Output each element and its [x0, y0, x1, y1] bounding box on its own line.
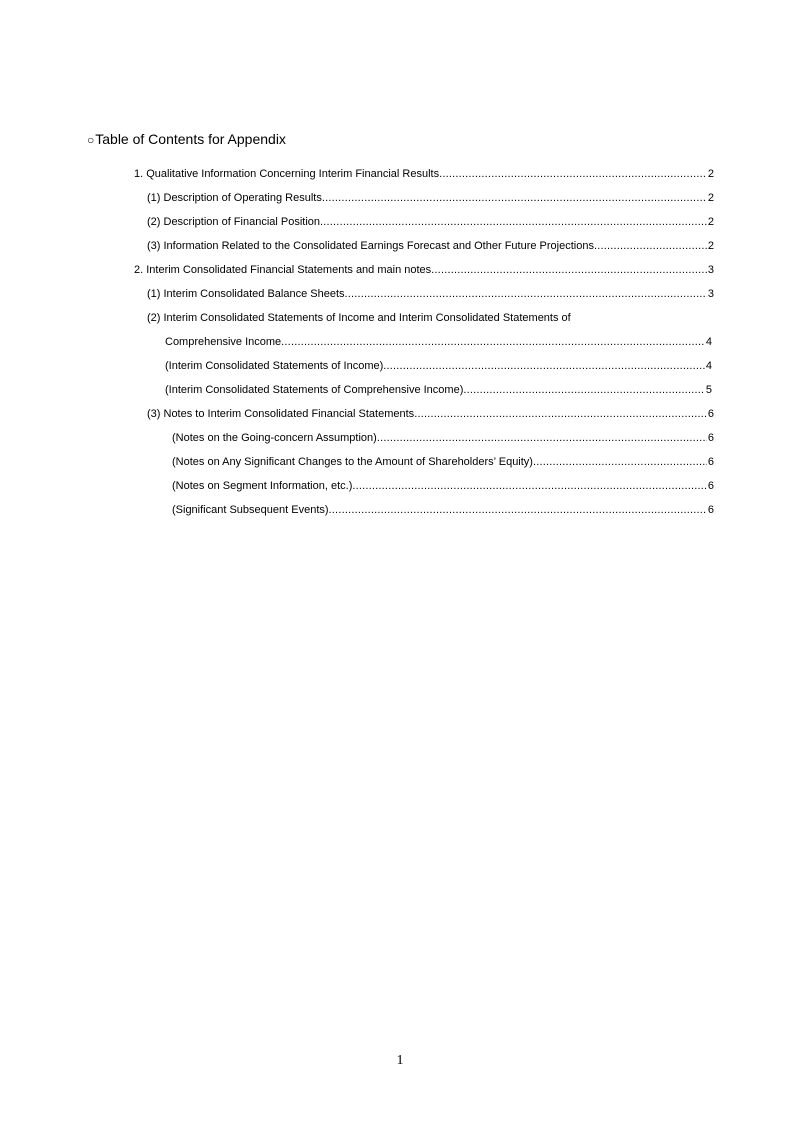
- toc-entry-label: (Notes on the Going-concern Assumption): [172, 432, 377, 444]
- toc-entry-page: 6: [707, 432, 714, 444]
- toc-entry-2[interactable]: [134, 262, 714, 278]
- dot-leader: [414, 406, 707, 422]
- toc-entry-label: (1) Interim Consolidated Balance Sheets: [147, 288, 345, 300]
- dot-leader: [320, 214, 707, 230]
- toc-entry-2-2-a[interactable]: [165, 358, 712, 374]
- toc-title: Table of Contents for Appendix: [95, 131, 286, 147]
- toc-entry-page: 6: [707, 504, 714, 516]
- toc-entry-2-3-d[interactable]: [172, 502, 714, 518]
- toc-entry-page: 3: [707, 264, 714, 276]
- dot-leader: [439, 166, 707, 182]
- toc-entry-2-3-a[interactable]: [172, 430, 714, 446]
- toc-entry-page: 2: [707, 216, 714, 228]
- dot-leader: [383, 358, 705, 374]
- toc-entry-2-2[interactable]: [147, 310, 571, 326]
- dot-leader: [533, 454, 707, 470]
- dot-leader: [329, 502, 707, 518]
- toc-entry-1-2[interactable]: [147, 214, 714, 230]
- toc-entry-2-2-b[interactable]: [165, 382, 712, 398]
- toc-entry-label: (2) Description of Financial Position: [147, 216, 321, 228]
- toc-entry-label: Comprehensive Income: [165, 336, 282, 348]
- toc-heading: [87, 130, 286, 149]
- circle-bullet-icon: ○: [87, 133, 95, 147]
- toc-entry-label: (Significant Subsequent Events): [172, 504, 329, 516]
- toc-entry-page: 2: [707, 192, 714, 204]
- toc-entry-label: (Interim Consolidated Statements of Income): [165, 360, 384, 372]
- toc-entry-2-2-cont[interactable]: [165, 334, 712, 350]
- toc-entry-page: 5: [705, 384, 712, 396]
- dot-leader: [431, 262, 707, 278]
- toc-entry-label: (Interim Consolidated Statements of Comprehensive Income): [165, 384, 464, 396]
- toc-entry-page: 3: [707, 288, 714, 300]
- toc-entry-label: 2. Interim Consolidated Financial Statements and main notes: [134, 264, 432, 276]
- toc-entry-label: (Notes on Segment Information, etc.): [172, 480, 353, 492]
- dot-leader: [281, 334, 705, 350]
- toc-entry-page: 4: [705, 336, 712, 348]
- toc-entry-1-3[interactable]: [147, 238, 714, 254]
- toc-entry-label: 1. Qualitative Information Concerning Interim Financial Results: [134, 168, 440, 180]
- toc-entry-1[interactable]: [134, 166, 714, 182]
- toc-entry-page: 6: [707, 480, 714, 492]
- dot-leader: [377, 430, 707, 446]
- page-number: 1: [396, 1053, 404, 1068]
- toc-entry-label: (Notes on Any Significant Changes to the Amount of Shareholders’ Equity): [172, 456, 533, 468]
- dot-leader: [345, 286, 707, 302]
- toc-entry-page: 2: [707, 240, 714, 252]
- dot-leader: [322, 190, 707, 206]
- dot-leader: [594, 238, 707, 254]
- dot-leader: [352, 478, 707, 494]
- toc-entry-page: 2: [707, 168, 714, 180]
- toc-entry-label: (1) Description of Operating Results: [147, 192, 322, 204]
- toc-entry-label: (2) Interim Consolidated Statements of Income and Interim Consolidated Statements of: [147, 312, 571, 324]
- toc-entry-2-3-b[interactable]: [172, 454, 714, 470]
- toc-entry-2-1[interactable]: [147, 286, 714, 302]
- dot-leader: [463, 382, 705, 398]
- toc-entry-page: 4: [705, 360, 712, 372]
- toc-entry-page: 6: [707, 456, 714, 468]
- toc-entry-2-3[interactable]: [147, 406, 714, 422]
- toc-entry-label: (3) Information Related to the Consolidated Earnings Forecast and Other Future Projections: [147, 240, 594, 252]
- toc-entry-page: 6: [707, 408, 714, 420]
- toc-entry-1-1[interactable]: [147, 190, 714, 206]
- toc-entry-2-3-c[interactable]: [172, 478, 714, 494]
- toc-entry-label: (3) Notes to Interim Consolidated Financial Statements: [147, 408, 415, 420]
